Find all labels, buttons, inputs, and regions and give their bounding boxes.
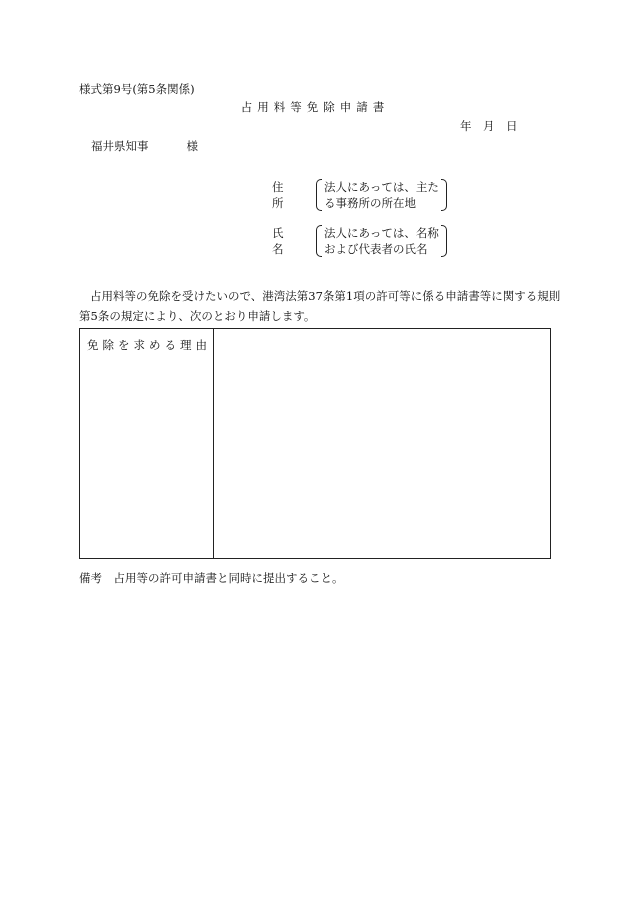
date-line: 年 月 日 — [460, 119, 518, 133]
reason-value-cell[interactable] — [214, 329, 550, 558]
remarks: 備考 占用等の許可申請書と同時に提出すること。 — [79, 571, 344, 585]
name-field — [272, 225, 447, 257]
address-note — [316, 179, 447, 211]
addressee-name: 福井県知事 — [91, 139, 149, 153]
application-statement: 占用料等の免除を受けたいので、港湾法第37条第1項の許可等に係る申請書等に関する規則第5条の規定により、次のとおり申請します。 — [79, 289, 561, 323]
name-label: 氏 名 — [272, 226, 315, 256]
address-label: 住 所 — [272, 180, 315, 210]
addressee — [91, 138, 198, 154]
reason-label: 免除を求める理由 — [80, 329, 214, 558]
addressee-suffix: 様 — [186, 139, 198, 153]
form-number: 様式第9号(第5条関係) — [79, 82, 195, 96]
name-note — [316, 225, 447, 257]
reason-table — [79, 328, 551, 559]
name-note-line2: および代表者の氏名 — [324, 242, 428, 256]
address-note-line1: 法人にあっては、主た — [324, 180, 439, 194]
address-field — [272, 179, 447, 211]
name-note-line1: 法人にあっては、名称 — [324, 226, 439, 240]
document-title: 占用料等免除申請書 — [240, 100, 390, 114]
address-note-line2: る事務所の所在地 — [324, 196, 416, 210]
